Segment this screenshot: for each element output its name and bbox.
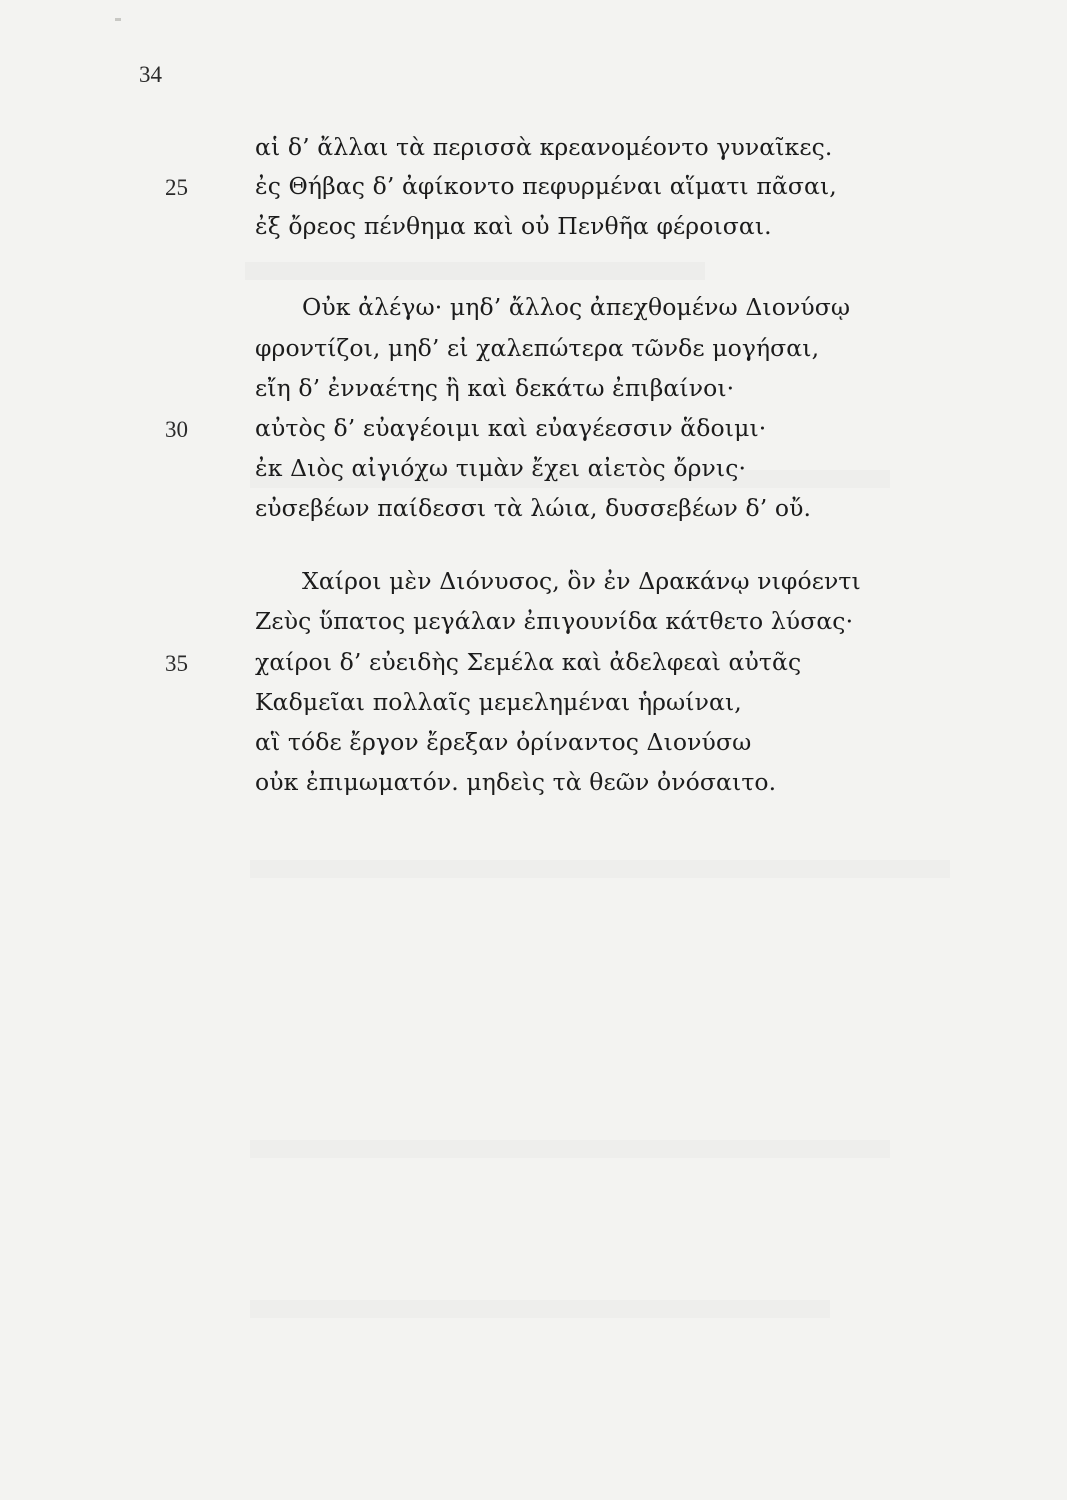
page-number: 34 bbox=[139, 62, 162, 87]
verse-line: Χαίροι μὲν Διόνυσος, ὃν ἐν Δρακάνῳ νιφόεντι bbox=[302, 567, 861, 595]
line-number: 30 bbox=[165, 417, 188, 442]
verse-line: Οὐκ ἀλέγω· μηδ’ ἄλλος ἀπεχθομένω Διονύσῳ bbox=[302, 293, 851, 321]
verse-line: εἴη δ’ ἐνναέτης ἢ καὶ δεκάτω ἐπιβαίνοι· bbox=[255, 374, 735, 402]
verse-line: οὐκ ἐπιμωματόν. μηδεὶς τὰ θεῶν ὀνόσαιτο. bbox=[255, 768, 777, 796]
verse-line: Ζεὺς ὕπατος μεγάλαν ἐπιγουνίδα κάτθετο λύσας· bbox=[255, 607, 854, 635]
verse-line: χαίροι δ’ εὐειδὴς Σεμέλα καὶ ἀδελφεαὶ αὐτᾶς bbox=[255, 648, 802, 676]
verse-line: Καδμεῖαι πολλαῖς μεμελημέναι ἡρωίναι, bbox=[255, 688, 742, 716]
line-number: 25 bbox=[165, 175, 188, 200]
show-through bbox=[250, 1140, 890, 1158]
verse-line: φροντίζοι, μηδ’ εἰ χαλεπώτερα τῶνδε μογήσαι, bbox=[255, 334, 820, 362]
verse-line: αὐτὸς δ’ εὐαγέοιμι καὶ εὐαγέεσσιν ἅδοιμι· bbox=[255, 414, 767, 442]
line-number: 35 bbox=[165, 651, 188, 676]
show-through bbox=[245, 262, 705, 280]
verse-line: αἱ δ’ ἄλλαι τὰ περισσὰ κρεανομέοντο γυναῖκες. bbox=[255, 133, 833, 161]
margin-mark bbox=[115, 18, 121, 21]
verse-line: ἐς Θήβας δ’ ἀφίκοντο πεφυρμέναι αἵματι πᾶσαι, bbox=[255, 172, 837, 200]
verse-line: ἐκ Διὸς αἰγιόχω τιμὰν ἔχει αἰετὸς ὄρνις· bbox=[255, 454, 747, 482]
verse-line: ἐξ ὄρεος πένθημα καὶ οὐ Πενθῆα φέροισαι. bbox=[255, 212, 772, 240]
verse-line: εὐσεβέων παίδεσσι τὰ λώια, δυσσεβέων δ’ οὔ. bbox=[255, 494, 812, 522]
verse-line: αἳ τόδε ἔργον ἔρεξαν ὀρίναντος Διονύσω bbox=[255, 728, 752, 756]
show-through bbox=[250, 860, 950, 878]
show-through bbox=[250, 1300, 830, 1318]
